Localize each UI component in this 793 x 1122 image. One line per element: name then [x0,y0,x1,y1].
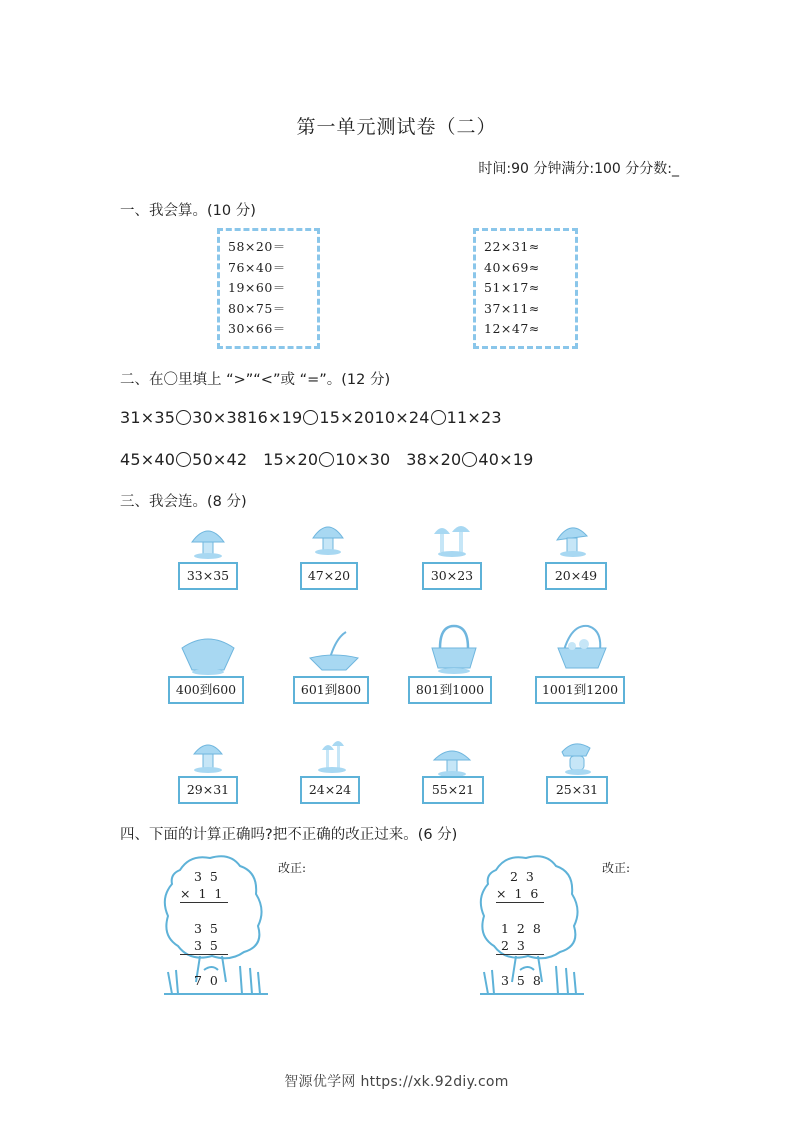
match-label[interactable]: 1001到1200 [535,676,625,704]
calc-item: 12×47≈ [484,321,540,336]
section-2-heading: 二、在〇里填上 “>”“<”或 “=”。(12 分) [120,372,391,388]
calc-item: 37×11≈ [484,300,540,316]
match-label[interactable]: 801到1000 [408,676,492,704]
match-label[interactable]: 20×49 [545,562,607,590]
match-label[interactable]: 55×21 [422,776,484,804]
calc-item: 40×69≈ [484,259,540,275]
mushroom-icon [306,518,350,556]
vertical-calc-left: 3 5 × 1 1 3 5 3 5 7 0 [180,868,240,989]
answer-circle[interactable] [303,410,318,425]
match-label[interactable]: 29×31 [178,776,238,804]
page-title: 第一单元测试卷（二） [296,116,497,138]
match-label[interactable]: 25×31 [546,776,608,804]
calc-item: 30×66＝ [228,321,286,336]
calc-item: 51×17≈ [484,280,540,295]
match-label[interactable]: 47×20 [300,562,358,590]
mushroom-icon [551,520,595,558]
footer-watermark: 智源优学网 https://xk.92diy.com [284,1074,509,1090]
compare-row-1: 31×35 30×3816×19 15×2010×24 11×23 [120,408,502,427]
answer-circle[interactable] [319,452,334,467]
answer-circle[interactable] [462,452,477,467]
calc-item: 19×60＝ [228,280,286,295]
match-label[interactable]: 33×35 [178,562,238,590]
mushroom-icon [186,736,230,774]
calc-box-left [217,228,320,349]
section-4-heading: 四、下面的计算正确吗?把不正确的改正过来。(6 分) [120,827,458,843]
match-label[interactable]: 400到600 [168,676,244,704]
basket-icon [426,624,482,676]
basket-icon [306,628,362,676]
calc-item: 76×40＝ [228,259,286,275]
calc-item: 58×20＝ [228,239,286,254]
mushroom-cluster-icon [430,520,474,558]
basket-icon [554,622,610,676]
mushroom-icon [186,522,230,560]
section-3-heading: 三、我会连。(8 分) [120,494,247,510]
compare-row-2: 45×40 50×42 15×20 10×30 38×20 40×19 [120,450,534,469]
correction-label: 改正: [602,861,631,875]
section-1-heading: 一、我会算。(10 分) [120,203,256,219]
match-label[interactable]: 24×24 [300,776,360,804]
match-label[interactable]: 601到800 [293,676,369,704]
calc-item: 80×75＝ [228,300,286,316]
calc-box-right [473,228,578,349]
mushroom-icon [430,740,474,778]
mushroom-icon [556,738,600,776]
answer-circle[interactable] [431,410,446,425]
basket-icon [180,634,236,676]
vertical-calc-right: 2 3 × 1 6 1 2 8 2 3 3 5 8 [496,869,543,988]
answer-circle[interactable] [176,410,191,425]
calc-item: 22×31≈ [484,239,540,254]
match-label[interactable]: 30×23 [422,562,482,590]
answer-circle[interactable] [176,452,191,467]
correction-label: 改正: [278,861,307,875]
exam-meta: 时间:90 分钟满分:100 分分数:_ [478,161,679,177]
mushroom-cluster-icon [308,736,352,774]
